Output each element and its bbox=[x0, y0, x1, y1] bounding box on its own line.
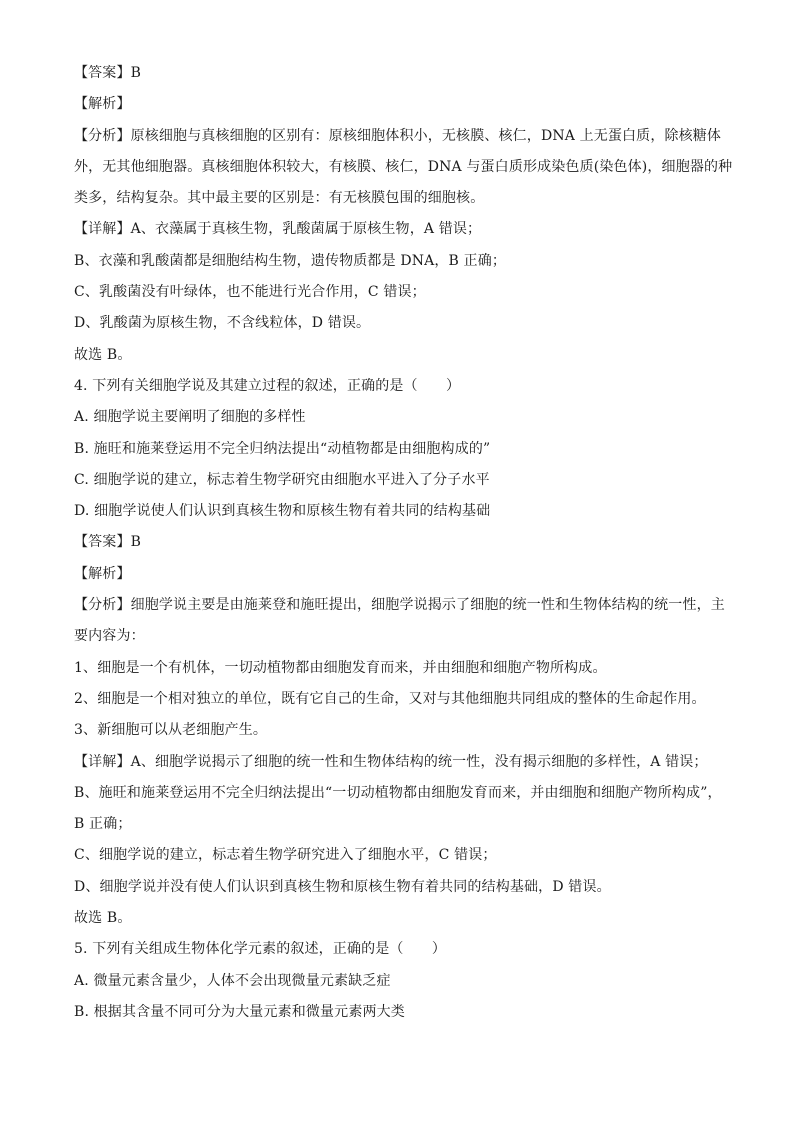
document-page bbox=[74, 58, 734, 1028]
detail-line: B、施旺和施莱登运用不完全归纳法提出“一切动植物都由细胞发育而来，并由细胞和细胞产物所构成”， bbox=[74, 784, 722, 801]
option-a: A. 细胞学说主要阐明了细胞的多样性 bbox=[74, 409, 306, 426]
option-a: A. 微量元素含量少，人体不会出现微量元素缺乏症 bbox=[74, 972, 391, 989]
detail-line: B、衣藻和乳酸菌都是细胞结构生物，遗传物质都是 DNA，B 正确； bbox=[74, 252, 507, 269]
detail-line: 【详解】A、衣藻属于真核生物，乳酸菌属于原核生物，A 错误； bbox=[74, 221, 482, 238]
question-stem: 5. 下列有关组成生物体化学元素的叙述，正确的是（ ） bbox=[74, 941, 447, 958]
analysis-paragraph-line: 类多，结构复杂。其中最主要的区别是：有无核膜包围的细胞核。 bbox=[74, 190, 485, 207]
option-b: B. 根据其含量不同可分为大量元素和微量元素两大类 bbox=[74, 1003, 405, 1020]
answer-label: 【答案】B bbox=[74, 65, 142, 81]
option-c: C. 细胞学说的建立，标志着生物学研究由细胞水平进入了分子水平 bbox=[74, 471, 490, 488]
detail-line: C、乳酸菌没有叶绿体，也不能进行光合作用，C 错误； bbox=[74, 284, 426, 301]
detail-line: C、细胞学说的建立，标志着生物学研究进入了细胞水平，C 错误； bbox=[74, 847, 497, 864]
conclusion-line: 故选 B。 bbox=[74, 346, 132, 363]
analysis-paragraph-line: 【分析】原核细胞与真核细胞的区别有：原核细胞体积小，无核膜、核仁，DNA 上无蛋白质，除核糖体 bbox=[74, 127, 722, 144]
question-stem: 4. 下列有关细胞学说及其建立过程的叙述，正确的是（ ） bbox=[74, 377, 461, 394]
analysis-paragraph-line: 外，无其他细胞器。真核细胞体积较大，有核膜、核仁，DNA 与蛋白质形成染色质(染色体)，细胞器的种 bbox=[74, 158, 733, 175]
content-point: 1、细胞是一个有机体，一切动植物都由细胞发育而来，并由细胞和细胞产物所构成。 bbox=[74, 659, 607, 676]
answer-label: 【答案】B bbox=[74, 534, 142, 551]
conclusion-line: 故选 B。 bbox=[74, 910, 132, 927]
analysis-paragraph-line: 【分析】细胞学说主要是由施莱登和施旺提出，细胞学说揭示了细胞的统一性和生物体结构的统一性，主 bbox=[74, 597, 725, 614]
detail-line: D、细胞学说并没有使人们认识到真核生物和原核生物有着共同的结构基础，D 错误。 bbox=[74, 878, 611, 895]
option-b: B. 施旺和施莱登运用不完全归纳法提出“动植物都是由细胞构成的” bbox=[74, 440, 491, 457]
detail-line: B 正确； bbox=[74, 816, 132, 833]
option-d: D. 细胞学说使人们认识到真核生物和原核生物有着共同的结构基础 bbox=[74, 503, 491, 520]
analysis-heading: 【解析】 bbox=[74, 96, 131, 113]
content-point: 2、细胞是一个相对独立的单位，既有它自己的生命，又对与其他细胞共同组成的整体的生命起作用。 bbox=[74, 690, 706, 707]
analysis-paragraph-line: 要内容为： bbox=[74, 628, 145, 645]
detail-line: 【详解】A、细胞学说揭示了细胞的统一性和生物体结构的统一性，没有揭示细胞的多样性，A 错误； bbox=[74, 753, 708, 770]
content-point: 3、新细胞可以从老细胞产生。 bbox=[74, 722, 268, 739]
analysis-heading: 【解析】 bbox=[74, 565, 131, 582]
detail-line: D、乳酸菌为原核生物，不含线粒体，D 错误。 bbox=[74, 315, 371, 332]
